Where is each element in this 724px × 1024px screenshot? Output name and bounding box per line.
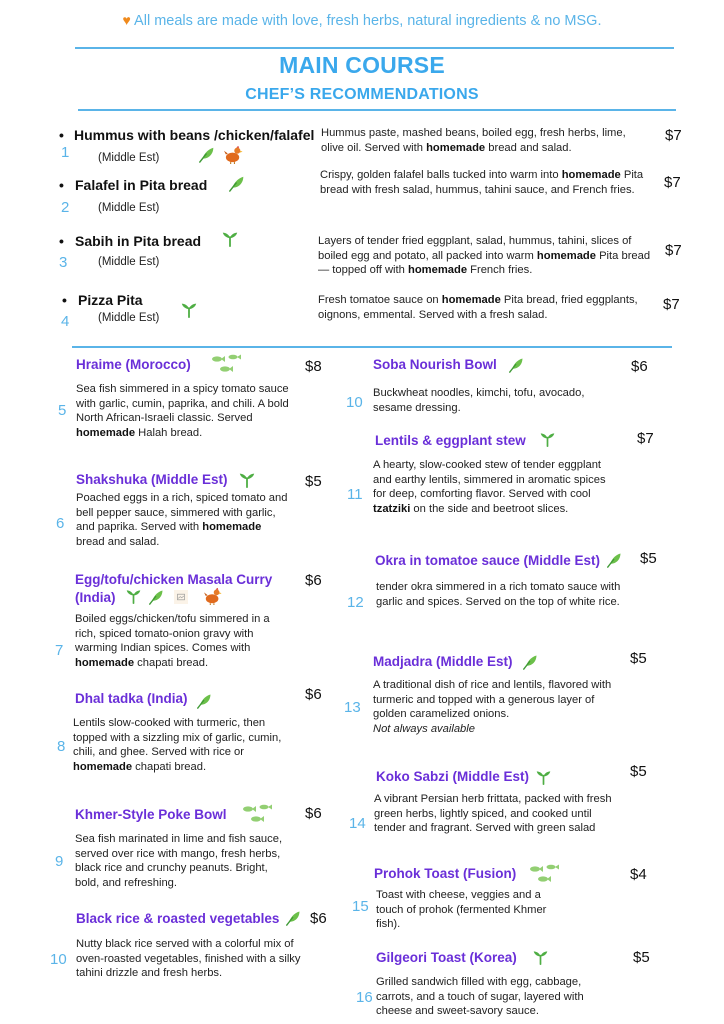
item-number: 15 bbox=[352, 898, 369, 915]
sprout-icon bbox=[221, 229, 239, 247]
sprout-icon bbox=[180, 300, 198, 318]
chicken-icon bbox=[224, 145, 243, 164]
leaf-icon bbox=[196, 692, 213, 709]
dish-price: $7 bbox=[663, 296, 680, 313]
dish-region: (Middle Est) bbox=[98, 202, 160, 214]
dish-description: Layers of tender fried eggplant, salad, hummus, tahini, slices of boiled egg and potato, all packed into warm homemade Pita bread — topped off with homemade French fries. bbox=[318, 235, 651, 276]
dish-description: tender okra simmered in a rich tomato sauce with garlic and spices. Served on the top of white rice. bbox=[376, 581, 621, 608]
page-subtitle: CHEF’S RECOMMENDATIONS bbox=[245, 86, 479, 103]
dish-description: Lentils slow-cooked with turmeric, then topped with a sizzling mix of garlic, cumin, chili, and ghee. Served with rice or homemade chapati bread. bbox=[73, 717, 282, 773]
item-number: 16 bbox=[356, 989, 373, 1006]
dish-price: $4 bbox=[630, 866, 647, 883]
dish-name: Black rice & roasted vegetables bbox=[76, 911, 280, 926]
item-number: 14 bbox=[349, 815, 366, 832]
dish-description: Toast with cheese, veggies and a touch of prohok (fermented Khmer fish). bbox=[376, 889, 547, 930]
dish-price: $5 bbox=[630, 763, 647, 780]
dish-name: Prohok Toast (Fusion) bbox=[374, 866, 517, 881]
dish-name: Koko Sabzi (Middle Est) bbox=[376, 769, 530, 784]
dish-name: Soba Nourish Bowl bbox=[373, 357, 497, 372]
sprout-icon bbox=[539, 430, 556, 447]
dish-description: Sea fish marinated in lime and fish sauce, served over rice with mango, fresh herbs, black rice and crunchy peanuts. Bright, bold, and refreshing. bbox=[75, 833, 283, 889]
dish-region: (Middle Est) bbox=[98, 256, 160, 268]
item-number: 11 bbox=[347, 486, 363, 503]
page-title: MAIN COURSE bbox=[279, 52, 445, 78]
fish-icon bbox=[526, 862, 562, 886]
dish-region: (Middle Est) bbox=[98, 152, 160, 164]
sprout-icon bbox=[532, 948, 549, 965]
item-number: 5 bbox=[58, 402, 67, 419]
item-number: 1 bbox=[61, 144, 70, 161]
leaf-icon bbox=[198, 145, 216, 163]
dish-name: Falafel in Pita bread bbox=[75, 177, 208, 193]
bullet: • bbox=[59, 233, 64, 249]
dish-description: Poached eggs in a rich, spiced tomato and bell pepper sauce, simmered with garlic, and paprika. Served with homemade bread and salad. bbox=[76, 492, 288, 548]
divider-top bbox=[75, 47, 674, 49]
dish-name: Khmer-Style Poke Bowl bbox=[75, 807, 227, 822]
leaf-icon bbox=[508, 356, 525, 373]
dish-description: Sea fish simmered in a spicy tomato sauce with garlic, cumin, paprika, and chili. A bold North African-Israeli classic. Served homemade Halah bread. bbox=[76, 383, 289, 439]
dish-description: Grilled sandwich filled with egg, cabbage, carrots, and a touch of sugar, layered with cheese and sweet-savory sauce. bbox=[376, 976, 584, 1017]
dish-name: Okra in tomatoe sauce (Middle Est) bbox=[375, 553, 601, 568]
fish-icon bbox=[208, 352, 244, 376]
dish-name: Hraime (Morocco) bbox=[76, 357, 191, 372]
item-number: 2 bbox=[61, 199, 70, 216]
bullet: • bbox=[62, 292, 67, 308]
dish-description: Crispy, golden falafel balls tucked into warm into homemade Pita bread with fresh salad, hummus, tahini sauce, and French fries. bbox=[320, 169, 644, 196]
sprout-icon bbox=[535, 768, 552, 785]
dish-name: Lentils & eggplant stew bbox=[375, 433, 526, 448]
dish-description: A hearty, slow-cooked stew of tender eggplant and earthy lentils, simmered in aromatic spices for deep, comforting flavor. Served with cool tzatziki on the side and beetroot slices. bbox=[373, 459, 606, 515]
dish-price: $6 bbox=[631, 358, 648, 375]
dish-price: $5 bbox=[633, 949, 650, 966]
leaf-icon bbox=[606, 551, 623, 568]
leaf-icon bbox=[228, 174, 246, 192]
dish-price: $5 bbox=[640, 550, 657, 567]
dish-name: Egg/tofu/chicken Masala Curry bbox=[75, 572, 273, 587]
heart-icon: ♥ bbox=[122, 12, 131, 28]
dish-name-line2: (India) bbox=[75, 590, 116, 605]
item-number: 13 bbox=[344, 699, 361, 716]
availability-note: Not always available bbox=[373, 722, 475, 735]
leaf-icon bbox=[148, 588, 165, 605]
sprout-icon bbox=[238, 470, 256, 488]
image-icon bbox=[174, 590, 188, 604]
item-number: 8 bbox=[57, 738, 66, 755]
dish-description: Buckwheat noodles, kimchi, tofu, avocado, sesame dressing. bbox=[373, 387, 585, 414]
bullet: • bbox=[59, 127, 64, 143]
dish-price: $5 bbox=[305, 473, 322, 490]
leaf-icon bbox=[522, 653, 539, 670]
dish-name: Madjadra (Middle Est) bbox=[373, 654, 513, 669]
dish-price: $5 bbox=[630, 650, 647, 667]
item-number: 7 bbox=[55, 642, 64, 659]
fish-icon bbox=[239, 802, 275, 826]
item-number: 3 bbox=[59, 254, 68, 271]
sprout-icon bbox=[125, 587, 142, 604]
dish-price: $6 bbox=[310, 910, 327, 927]
item-number: 6 bbox=[56, 515, 65, 532]
divider-subtitle bbox=[78, 109, 676, 111]
dish-name: Hummus with beans /chicken/falafel bbox=[74, 127, 315, 143]
dish-name: Gilgeori Toast (Korea) bbox=[376, 950, 517, 965]
dish-price: $8 bbox=[305, 358, 322, 375]
leaf-icon bbox=[285, 909, 302, 926]
item-number: 10 bbox=[50, 951, 67, 968]
dish-region: (Middle Est) bbox=[98, 312, 160, 324]
dish-description: Boiled eggs/chicken/tofu simmered in a rich, spiced tomato-onion gravy with warming Indian spices. Comes with homemade chapati bread. bbox=[75, 613, 270, 669]
dish-price: $6 bbox=[305, 686, 322, 703]
item-number: 12 bbox=[347, 594, 364, 611]
item-number: 4 bbox=[61, 313, 70, 330]
tagline-text: All meals are made with love, fresh herbs, natural ingredients & no MSG. bbox=[134, 13, 602, 29]
dish-price: $7 bbox=[664, 174, 681, 191]
dish-price: $6 bbox=[305, 805, 322, 822]
dish-description: Fresh tomatoe sauce on homemade Pita bread, fried eggplants, oignons, emmental. Served with a fresh salad. bbox=[318, 294, 638, 321]
dish-description: Hummus paste, mashed beans, boiled egg, fresh herbs, lime, olive oil. Served with homemade bread and salad. bbox=[321, 127, 626, 154]
bullet: • bbox=[59, 177, 64, 193]
dish-name: Shakshuka (Middle Est) bbox=[76, 472, 228, 487]
dish-name: Dhal tadka (India) bbox=[75, 691, 188, 706]
chicken-icon bbox=[204, 587, 222, 605]
divider-sections bbox=[72, 346, 672, 348]
dish-price: $7 bbox=[665, 242, 682, 259]
dish-price: $7 bbox=[637, 430, 654, 447]
dish-description: A vibrant Persian herb frittata, packed with fresh green herbs, lightly spiced, and cooked until tender and fragrant. Served with green salad bbox=[374, 793, 612, 834]
dish-name: Sabih in Pita bread bbox=[75, 233, 202, 249]
dish-description: A traditional dish of rice and lentils, flavored with turmeric and topped with a generous layer of golden caramelized onions. Not always available bbox=[373, 679, 612, 735]
item-number: 10 bbox=[346, 394, 363, 411]
dish-price: $6 bbox=[305, 572, 322, 589]
tagline bbox=[0, 12, 724, 29]
dish-description: Nutty black rice served with a colorful mix of oven-roasted vegetables, finished with a silky tahini drizzle and fresh herbs. bbox=[76, 938, 301, 979]
item-number: 9 bbox=[55, 853, 64, 870]
dish-name: Pizza Pita bbox=[78, 292, 143, 308]
dish-price: $7 bbox=[665, 127, 682, 144]
